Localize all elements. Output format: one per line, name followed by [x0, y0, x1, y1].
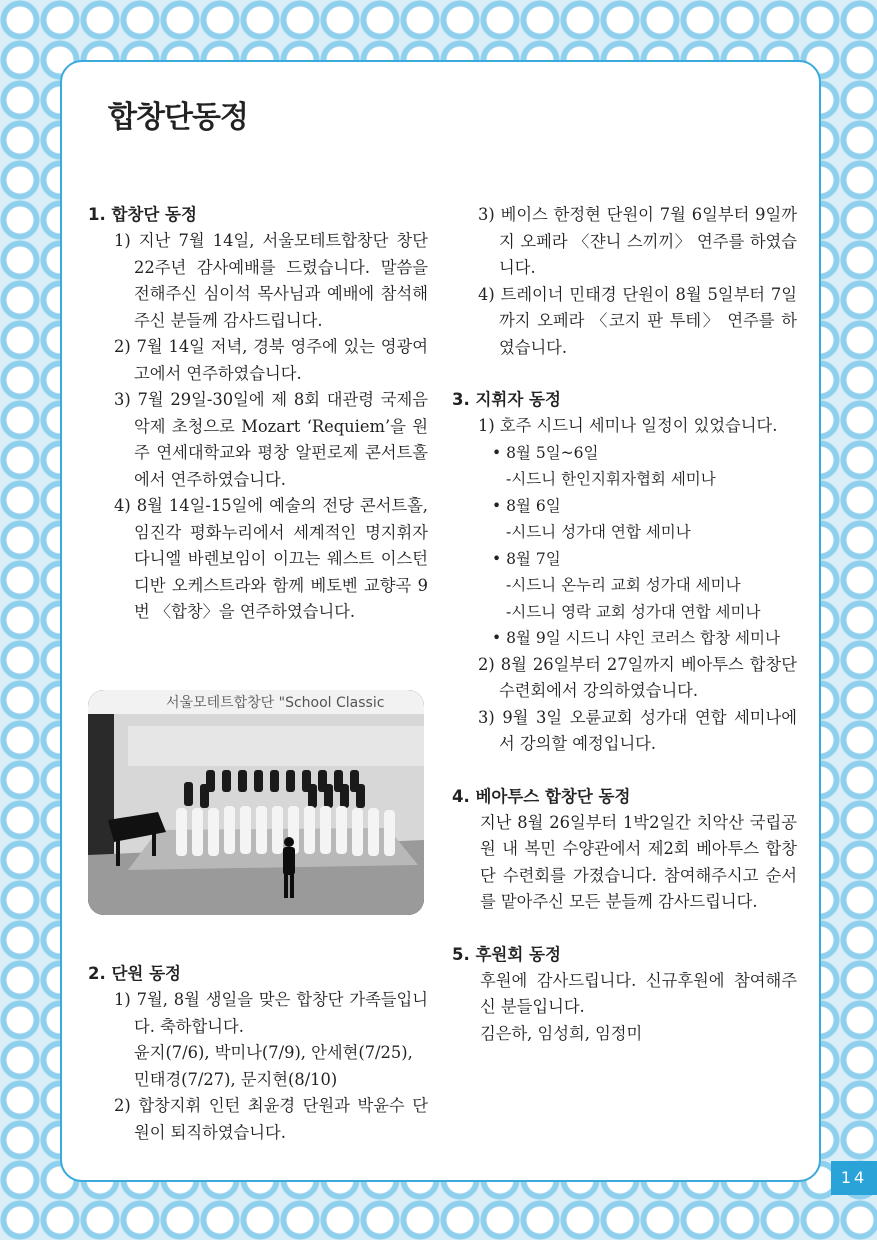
- page-number: 14: [831, 1161, 877, 1195]
- s5-donor-names: 김은하, 임성희, 임정미: [480, 1023, 643, 1043]
- s2-item-2: 2) 합창지휘 인턴 최윤경 단원과 박윤수 단원이 퇴직하였습니다.: [114, 1096, 428, 1142]
- choir-concert-photo: [88, 690, 424, 915]
- s3-item-2: 2) 8월 26일부터 27일까지 베아투스 합창단 수련회에서 강의하였습니다.: [478, 654, 797, 700]
- s3-bullet-4: • 8월 9일 시드니 샤인 코러스 합창 세미나: [492, 629, 780, 647]
- s3-detail-3a: -시드니 온누리 교회 성가대 세미나: [506, 576, 741, 594]
- s3-detail-2: -시드니 성가대 연합 세미나: [506, 523, 691, 541]
- left-column: [88, 202, 428, 626]
- s1-item-3: 3) 7월 29일-30일에 제 8회 대관령 국제음악제 초청으로 Mozart ‘Requiem’을 원주 연세대학교와 평창 알펀로제 콘서트홀에서 연주하였습니다.: [114, 390, 428, 489]
- s2-birthday-names: 윤지(7/6), 박미나(7/9), 안세현(7/25), 민태경(7/27), 문지현(8/10): [134, 1043, 413, 1089]
- s1-item-2: 2) 7월 14일 저녁, 경북 영주에 있는 영광여고에서 연주하였습니다.: [114, 337, 428, 383]
- s3-detail-3b: -시드니 영락 교회 성가대 연합 세미나: [506, 602, 761, 621]
- section-2-block: [88, 961, 428, 1146]
- page-title: 합창단동정: [108, 100, 248, 135]
- right-column: [452, 202, 797, 1047]
- section-3-heading: 3. 지휘자 동정: [452, 390, 561, 409]
- s3-bullet-2: • 8월 6일: [492, 496, 561, 515]
- photo-banner-text: 서울모테트합창단 "School Classic: [166, 695, 385, 711]
- s3-detail-1: -시드니 한인지휘자협회 세미나: [506, 470, 716, 488]
- section-5-heading: 5. 후원회 동정: [452, 944, 561, 964]
- s2-item-1: 1) 7월, 8월 생일을 맞은 합창단 가족들입니다. 축하합니다.: [114, 990, 428, 1036]
- s3-bullet-3: • 8월 7일: [492, 549, 561, 568]
- s4-text: 지난 8월 26일부터 1박2일간 치악산 국립공원 내 복민 수양관에서 제2회 베아투스 합창단 수련회를 가졌습니다. 참여해주시고 순서를 맡아주신 모든 분들께 감사드립니다.: [480, 812, 797, 911]
- s3-item-1: 1) 호주 시드니 세미나 일정이 있었습니다.: [478, 416, 778, 435]
- section-2-heading: 2. 단원 동정: [88, 964, 181, 983]
- s2-item-3: 3) 베이스 한정현 단원이 7월 6일부터 9일까지 오페라 〈쟌니 스끼끼〉 연주를 하였습니다.: [478, 205, 797, 277]
- s2-item-4: 4) 트레이너 민태경 단원이 8월 5일부터 7일까지 오페라 〈코지 판 투테〉 연주를 하였습니다.: [478, 284, 797, 357]
- s1-item-4: 4) 8월 14일-15일에 예술의 전당 콘서트홀, 임진각 평화누리에서 세계적인 명지휘자 다니엘 바렌보임이 이끄는 웨스트 이스턴 디반 오케스트라와 함께 베토벤 교향곡 9번 〈합창〉을 연주하였습니다.: [114, 496, 428, 621]
- section-1-heading: 1. 합창단 동정: [88, 205, 197, 224]
- section-4-heading: 4. 베아투스 합창단 동정: [452, 786, 631, 806]
- s3-bullet-1: • 8월 5일~6일: [492, 443, 599, 462]
- s5-text: 후원에 감사드립니다. 신규후원에 참여해주신 분들입니다.: [480, 970, 797, 1016]
- s3-item-3: 3) 9월 3일 오륜교회 성가대 연합 세미나에서 강의할 예정입니다.: [478, 707, 797, 753]
- s1-item-1: 1) 지난 7월 14일, 서울모테트합창단 창단 22주년 감사예배를 드렸습니다. 말씀을 전해주신 심이석 목사님과 예배에 참석해주신 분들께 감사드립니다.: [114, 231, 428, 330]
